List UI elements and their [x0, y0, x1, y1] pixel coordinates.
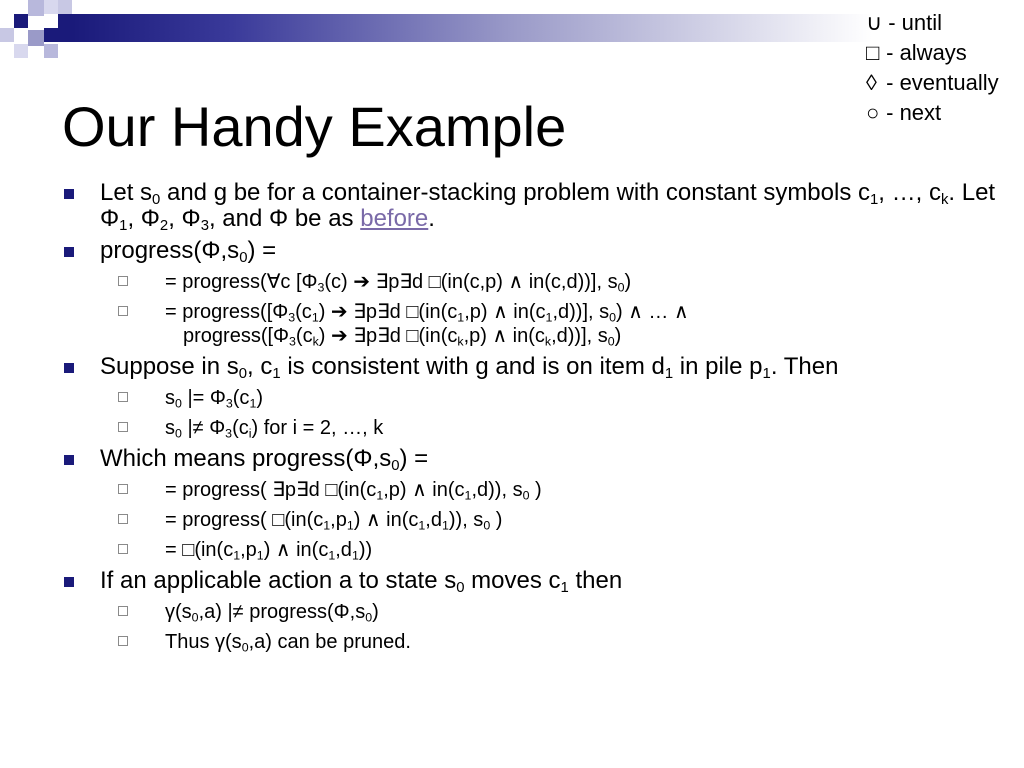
legend-symbol: □ — [866, 40, 880, 65]
legend-symbol: ◊ — [866, 70, 877, 95]
legend-item-until — [866, 8, 999, 38]
legend-item-always — [866, 38, 999, 68]
bullet-item: Suppose in $s_0$, $c_1$ is consistent with g and is on item $d_1$ in pile $p_1$. Then — [64, 354, 1004, 380]
header-square — [28, 0, 44, 16]
sub-bullet-item: $s_0$ |≠ $\Phi_3(c_i)$ for i = 2, …, k — [64, 416, 1004, 440]
sub-bullet-item: = progress( $□(in(c_1,p_1)$ ∧ $in(c_1,d_1)$), $s_0$ ) — [64, 508, 1004, 532]
bullet-item: Let $s_0$ and g be for a container-stacking problem with constant symbols $c_1$, …, $c_k$. Let $\Phi_1$, $\Phi_2$, $\Phi_3$, and Φ be as before. — [64, 180, 1004, 232]
legend-label: - next — [886, 100, 942, 125]
header-square — [44, 44, 58, 58]
legend-symbol: ∪ — [866, 10, 883, 35]
header-square — [14, 14, 28, 28]
sub-bullet-item: = progress( ∃p∃d $□(in(c_1,p)$ ∧ $in(c_1,d)$), $s_0$ ) — [64, 478, 1004, 502]
bullet-item: Which means $progress(\Phi,s_0)$ = — [64, 446, 1004, 472]
legend-item-next — [866, 98, 999, 128]
legend-label: - eventually — [886, 70, 999, 95]
before-link[interactable]: before — [360, 205, 429, 232]
legend-label: - until — [888, 10, 943, 35]
header-square — [28, 30, 44, 46]
slide-title: Our Handy Example — [62, 95, 567, 158]
header-square — [44, 0, 58, 14]
sub-bullet-item: $\gamma(s_0,a)$ |≠ $progress(\Phi,s_0)$ — [64, 600, 1004, 624]
sub-bullet-item: = $progress([\Phi_3(c_1)$ ➔ ∃p∃d $□(in(c_1,p)$ ∧ $in(c_1,d)$)], $s_0$) ∧ … ∧ $progress([\Phi_3(c_k)$ ➔ ∃p∃d $□(in(c_k,p)$ ∧ $in(c_k,d)$)], $s_0$) — [64, 300, 1004, 348]
header-gradient-bar — [72, 14, 872, 42]
header-square — [14, 44, 28, 58]
header-square — [0, 28, 14, 42]
operator-legend — [866, 8, 999, 128]
header-square — [58, 0, 72, 14]
legend-symbol: ○ — [866, 100, 880, 125]
sub-bullet-item: = progress(∀c [$\Phi_3(c)$ ➔ ∃p∃d □(in(c,p) ∧ in(c,d))], $s_0$) — [64, 270, 1004, 294]
sub-bullet-item: Thus $\gamma(s_0,a)$ can be pruned. — [64, 630, 1004, 654]
bullet-item: If an applicable action a to state $s_0$ moves $c_1$ then — [64, 568, 1004, 594]
slide-content — [64, 180, 1004, 660]
header-square — [44, 28, 58, 42]
bullet-item: $progress(\Phi,s_0)$ = — [64, 238, 1004, 264]
sub-bullet-item: = $□(in(c_1,p_1)$ ∧ $in(c_1,d_1)$) — [64, 538, 1004, 562]
header-square — [58, 14, 72, 42]
legend-item-eventually — [866, 68, 999, 98]
legend-label: - always — [886, 40, 967, 65]
sub-bullet-item: $s_0$ |= $\Phi_3(c_1)$ — [64, 386, 1004, 410]
